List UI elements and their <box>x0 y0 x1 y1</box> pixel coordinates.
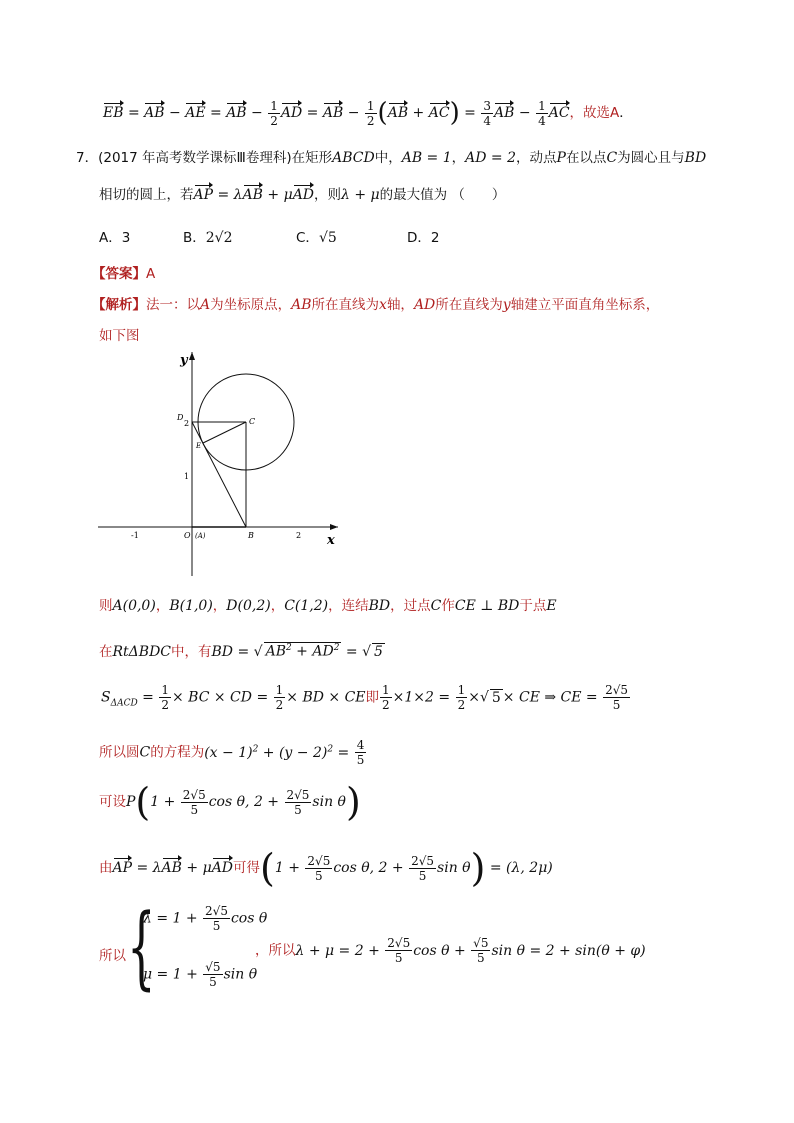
step-7-result: ，所以λ + μ = 2 + $\frac{2√5}{5}$ cos θ + $\frac{√5}{5}$ sin θ = 2 + sin(θ + φ) <box>255 936 646 965</box>
formula-eb-line: EB = AB − AE = AB − $\frac{1}{2}$ AD = AB − $\frac{1}{2}$ (AB + AC) = $\frac{3}{4}$ AB − $\frac{1}{4}$ AC，故选A． <box>103 98 633 128</box>
step-2: 在RtΔBDC中，有BD = √ $AB^2 + AD^2$ = √ 5 <box>99 643 383 660</box>
label-c: C <box>249 417 256 426</box>
analysis-line-2: 如下图 <box>99 328 140 344</box>
question-source: (2017 年高考数学课标Ⅲ卷理科) <box>98 150 292 166</box>
label-d: D <box>177 413 184 422</box>
answer-label: 【答案】 <box>92 266 146 282</box>
step-4: 所以圆C的方程为$(x - 1)^2 + (y - 2)^2$ = $\frac{4}{5}$ <box>99 738 365 767</box>
tick-y-2: 2 <box>184 419 190 428</box>
label-a: (A) <box>195 532 206 540</box>
answer-line <box>92 262 155 282</box>
case-mu: μ = 1 + $\frac{√5}{5}$ sin θ <box>143 960 258 989</box>
x-axis-arrow <box>330 524 338 530</box>
tick-y-1: 1 <box>184 472 190 481</box>
step-3: $S_{\Delta ACD}$ = $\frac{1}{2}$ × BC × CD = $\frac{1}{2}$ × BD × CE即 $\frac{1}{2}$ ×1×2 = $\frac{1}{2}$ ×√ 5 × CE ⇒ CE = $\frac{2√5}{5}$ <box>101 683 629 712</box>
question-line-2: 相切的圆上，若AP = λAB + μAD，则λ + μ的最大值为 （ ） <box>99 187 506 203</box>
step-1: 则A(0,0)，B(1,0)，D(0,2)，C(1,2)，连结BD，过点C作CE ⊥ BD于点E <box>99 598 557 614</box>
y-axis-arrow <box>189 352 195 360</box>
segment-bd <box>192 422 246 527</box>
segment-ce <box>203 422 246 443</box>
case-lambda: λ = 1 + $\frac{2√5}{5}$ cos θ <box>143 904 268 933</box>
answer-value: A <box>146 266 156 282</box>
x-axis-label: x <box>327 533 335 548</box>
step-7-prefix: 所以 <box>99 948 126 964</box>
label-e: E <box>196 442 202 450</box>
tick-x-2: 2 <box>296 531 302 540</box>
option-d[interactable]: D．2 <box>407 230 440 246</box>
question-line-1: 7．(2017 年高考数学课标Ⅲ卷理科)在矩形ABCD中，AB = 1，AD = 2，动点P在以点C为圆心且与BD <box>76 150 707 166</box>
eb-choice: A <box>610 105 620 121</box>
analysis-label: 【解析】 <box>92 297 146 313</box>
label-o: O <box>184 531 191 540</box>
tick-x-neg1: -1 <box>131 531 139 540</box>
step-6: 由AP = λAB + μAD可得(1 + $\frac{2√5}{5}$ cos θ, 2 + $\frac{2√5}{5}$ sin θ) = (λ, 2μ) <box>99 846 553 890</box>
question-number: 7． <box>76 150 99 166</box>
option-a[interactable]: A．3 <box>99 230 131 246</box>
coordinate-figure <box>98 348 343 578</box>
analysis-line-1: 【解析】法一：以A为坐标原点，AB所在直线为x轴，AD所在直线为y轴建立平面直角坐标系， <box>92 297 660 313</box>
eb-tail: ，故选 <box>569 105 611 121</box>
cases-brace: { <box>127 895 156 1000</box>
step-5: 可设P(1 + $\frac{2√5}{5}$ cos θ, 2 + $\frac{2√5}{5}$ sin θ) <box>99 780 361 824</box>
option-c[interactable]: C．√5 <box>296 230 337 246</box>
y-axis-label: y <box>180 353 188 368</box>
option-b[interactable]: B．2√2 <box>183 230 233 246</box>
label-b: B <box>248 531 254 540</box>
